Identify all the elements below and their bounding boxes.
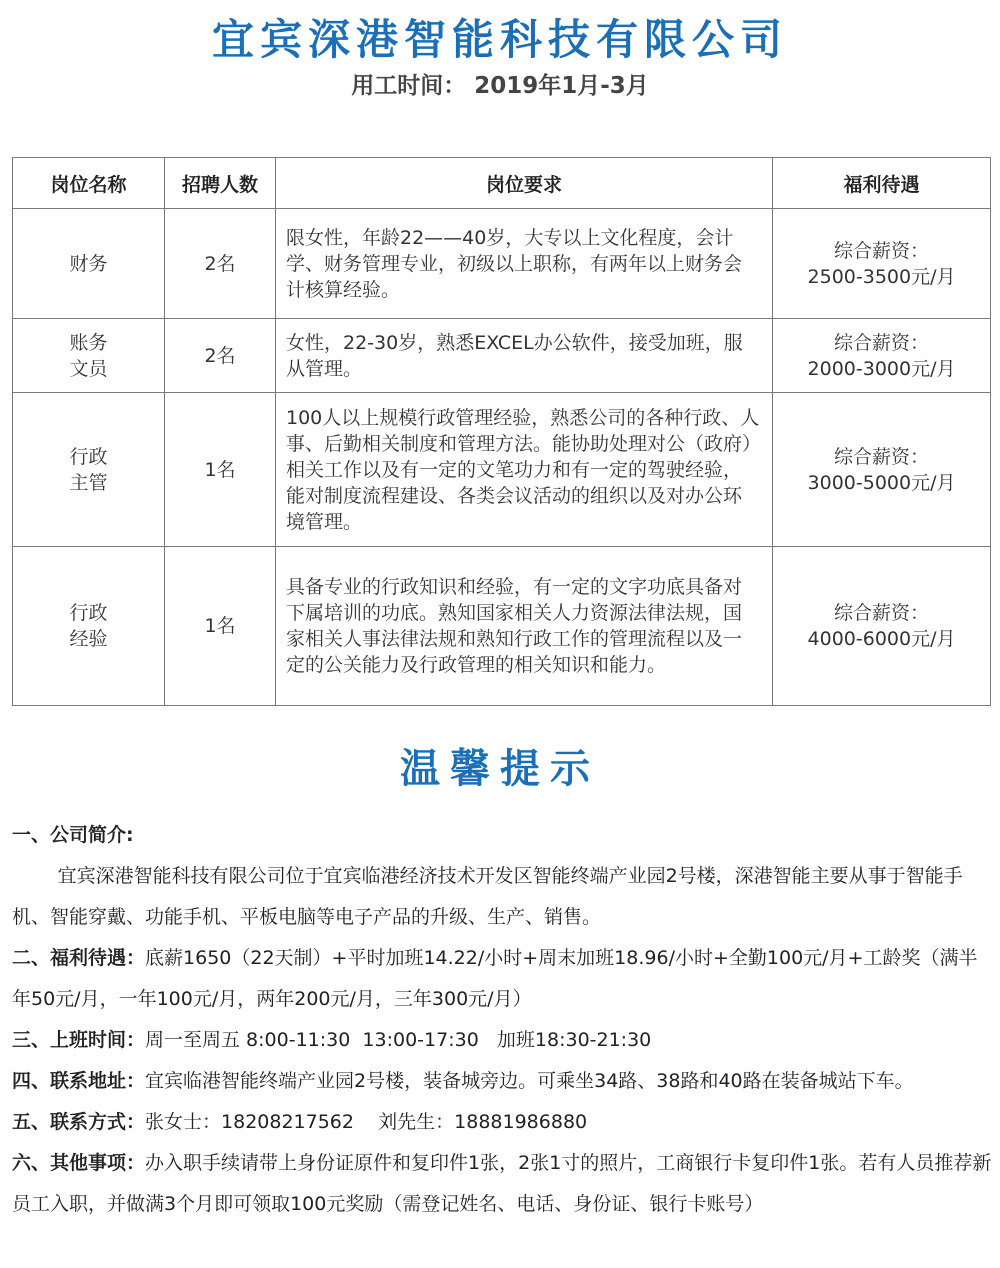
intro-text: 宜宾深港智能科技有限公司位于宜宾临港经济技术开发区智能终端产业园2号楼，深港智能主要从事于智能手机、智能穿戴、功能手机、平板电脑等电子产品的升级、生产、销售。 (12, 865, 963, 928)
table-row (13, 393, 991, 547)
contact-label: 五、联系方式： (12, 1111, 146, 1133)
hours-label: 三、上班时间： (12, 1029, 146, 1051)
other-paragraph (12, 1143, 992, 1225)
salary-cell (773, 393, 991, 547)
hours-text: 周一至周五 8:00-11:30 13:00-17:30 加班18:30-21:30 (145, 1029, 652, 1051)
welfare-paragraph (12, 938, 992, 1020)
header-requirement: 岗位要求 (276, 158, 773, 209)
header-position: 岗位名称 (13, 158, 165, 209)
requirement-cell: 具备专业的行政知识和经验，有一定的文字功底具备对下属培训的功底。熟知国家相关人力资源法律法规，国家相关人事法律法规和熟知行政工作的管理流程以及一定的公关能力及行政管理的相关知识和能力。 (276, 547, 773, 706)
contact-paragraph (12, 1102, 992, 1143)
company-title: 宜宾深港智能科技有限公司 (211, 15, 788, 64)
contact-text: 张女士：18208217562 刘先生：18881986880 (145, 1111, 588, 1133)
tips-title: 温馨提示 (400, 746, 600, 792)
position-cell (13, 393, 165, 547)
position-cell (13, 209, 165, 319)
welfare-text: 底薪1650（22天制）+平时加班14.22/小时+周末加班18.96/小时+全勤100元/月+工龄奖（满半年50元/月，一年100元/月，两年200元/月，三年300元/月） (12, 947, 978, 1010)
tips-section (12, 815, 992, 1225)
position-name: 文员 (69, 357, 108, 380)
job-table (12, 157, 991, 706)
other-label: 六、其他事项： (12, 1152, 146, 1174)
position-name: 行政 (69, 445, 108, 468)
header-salary: 福利待遇 (773, 158, 991, 209)
address-paragraph (12, 1061, 992, 1102)
salary-label: 综合薪资： (833, 331, 929, 354)
position-name: 财务 (69, 252, 108, 275)
salary-range: 4000-6000元/月 (807, 628, 956, 650)
salary-cell (773, 547, 991, 706)
salary-range: 3000-5000元/月 (807, 471, 956, 494)
table-row (13, 319, 991, 393)
count-cell: 2名 (165, 209, 276, 319)
other-text: 办入职手续请带上身份证原件和复印件1张，2张1寸的照片，工商银行卡复印件1张。若有人员推荐新员工入职，并做满3个月即可领取100元奖励（需登记姓名、电话、身份证、银行卡账号） (12, 1152, 992, 1215)
salary-label: 综合薪资： (833, 445, 929, 468)
count-cell: 1名 (165, 547, 276, 706)
work-period: 用工时间： 2019年1月-3月 (351, 73, 649, 99)
address-text: 宜宾临港智能终端产业园2号楼，装备城旁边。可乘坐34路、38路和40路在装备城站下车。 (145, 1070, 914, 1092)
count-cell: 2名 (165, 319, 276, 393)
count-cell: 1名 (165, 393, 276, 547)
salary-range: 2500-3500元/月 (807, 265, 956, 288)
position-cell (13, 547, 165, 706)
position-name: 主管 (69, 471, 108, 494)
table-row (13, 547, 991, 706)
table-header-row (13, 158, 991, 209)
table-row (13, 209, 991, 319)
salary-label: 综合薪资： (833, 239, 929, 262)
salary-cell (773, 209, 991, 319)
intro-heading: 一、公司简介: (12, 824, 134, 846)
salary-cell (773, 319, 991, 393)
requirement-cell: 限女性，年龄22——40岁，大专以上文化程度，会计学、财务管理专业，初级以上职称，有两年以上财务会计核算经验。 (276, 209, 773, 319)
position-name: 行政 (69, 602, 108, 624)
position-name: 经验 (69, 628, 108, 650)
salary-label: 综合薪资： (833, 602, 929, 624)
salary-range: 2000-3000元/月 (807, 357, 956, 380)
requirement-cell: 女性，22-30岁，熟悉EXCEL办公软件，接受加班，服从管理。 (276, 319, 773, 393)
welfare-label: 二、福利待遇： (12, 947, 146, 969)
position-cell (13, 319, 165, 393)
address-label: 四、联系地址： (12, 1070, 146, 1092)
position-name: 账务 (69, 331, 108, 354)
header-count: 招聘人数 (165, 158, 276, 209)
requirement-cell: 100人以上规模行政管理经验，熟悉公司的各种行政、人事、后勤相关制度和管理方法。能协助处理对公（政府）相关工作以及有一定的文笔功力和有一定的驾驶经验，能对制度流程建设、各类会议活动的组织以及对办公环境管理。 (276, 393, 773, 547)
hours-paragraph (12, 1020, 992, 1061)
